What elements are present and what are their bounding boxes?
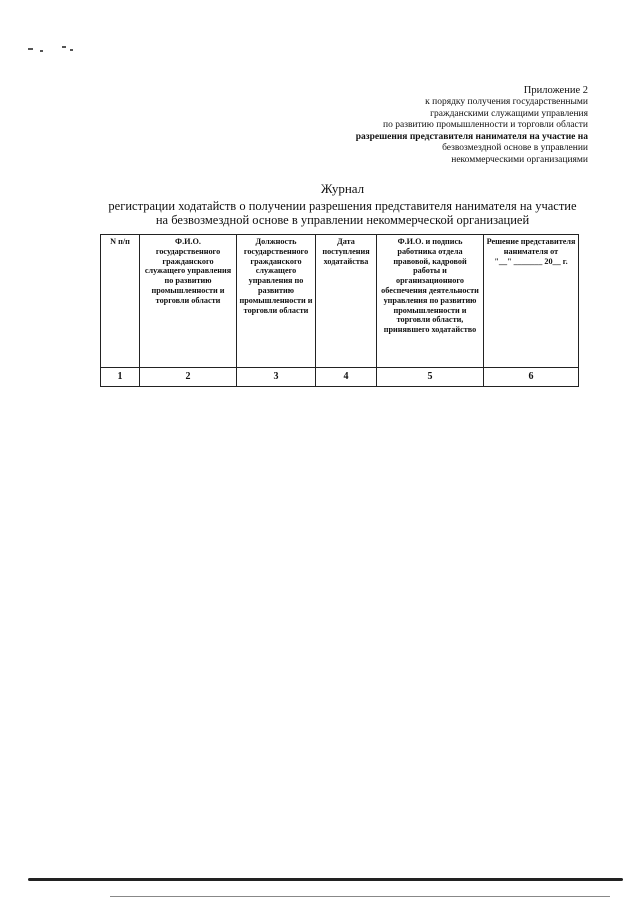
table-header-row	[101, 235, 579, 368]
journal-title: Журнал	[320, 181, 365, 196]
column-number-cell: 6	[484, 368, 579, 387]
column-number-cell: 1	[101, 368, 140, 387]
scan-edge-line	[28, 878, 623, 881]
appendix-line: разрешения представителя нанимателя на участие на	[355, 131, 588, 142]
column-header-fullname: Ф.И.О. государственного гражданского служащего управления по развитию промышленности и торговли области	[140, 235, 237, 368]
column-number-cell: 2	[140, 368, 237, 387]
column-header-decision	[484, 235, 579, 368]
journal-subtitle-line: регистрации ходатайств о получении разрешения представителя нанимателя на участие	[108, 198, 577, 213]
column-number-cell: 5	[377, 368, 484, 387]
registration-table	[100, 234, 579, 387]
table-row	[101, 368, 579, 387]
column-header-number: N п/п	[101, 235, 140, 368]
journal-heading	[60, 182, 625, 228]
column-number-cell: 4	[316, 368, 377, 387]
appendix-line: гражданскими служащими управления	[430, 108, 588, 119]
column-header-date: Дата поступления ходатайства	[316, 235, 377, 368]
appendix-note	[288, 84, 588, 167]
scan-speck	[28, 48, 33, 50]
appendix-line: некоммерческими организациями	[451, 154, 588, 165]
journal-subtitle-line: на безвозмездной основе в управлении некоммерческой организацией	[155, 213, 530, 227]
appendix-line: по развитию промышленности и торговли области	[383, 120, 588, 131]
column-header-receiver: Ф.И.О. и подпись работника отдела правовой, кадровой работы и организационного обеспечения деятельности управления по развитию промышленности и торговли области, принявшего ходатайство	[377, 235, 484, 368]
column-number-cell: 3	[237, 368, 316, 387]
appendix-title: Приложение 2	[523, 85, 588, 96]
column-header-position: Должность государственного гражданского служащего управления по развитию промышленности и торговли области	[237, 235, 316, 368]
scan-speck	[40, 50, 43, 52]
scan-speck	[62, 46, 66, 48]
decision-label: Решение представителя нанимателя от	[486, 237, 576, 256]
appendix-line: безвозмездной основе в управлении	[442, 143, 588, 154]
appendix-line: к порядку получения государственными	[425, 97, 588, 107]
scan-speck	[70, 49, 73, 51]
scan-edge-line	[110, 896, 610, 897]
decision-date-blank: "__" _______ 20__ г.	[494, 256, 568, 266]
